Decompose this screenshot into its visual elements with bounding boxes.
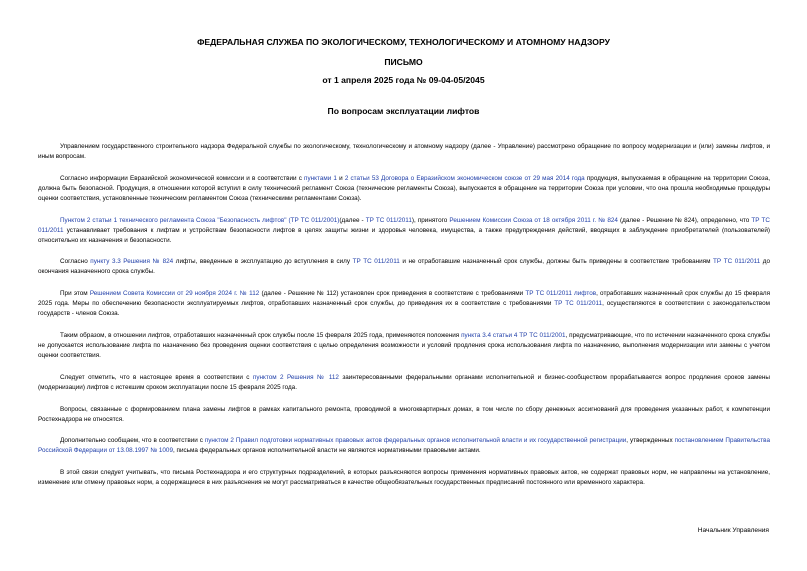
paragraph-text: При этом	[60, 290, 90, 298]
paragraph-text: , отработавших назначенный срок службы до 15 февраля 2025 года. Меры по обеспечению безопасности эксплуатируемых лифтов, отработавших назначенный срок службы, до приведения их в соответствие с требованиями	[38, 290, 771, 308]
paragraph-letters-status	[38, 436, 770, 456]
link-decision-824[interactable]: Решением Комиссии Союза от 18 октября 2011 г. № 824	[449, 216, 618, 224]
paragraph-decision-112	[38, 289, 770, 319]
document-date-number: от 1 апреля 2025 года № 09-04-05/2045	[322, 75, 485, 85]
paragraph-decision-824	[38, 257, 770, 277]
link-decision-112-point-2[interactable]: пунктом 2 Решения № 112	[252, 373, 339, 381]
link-decision-112[interactable]: Решением Совета Комиссии от 29 ноября 2024 г. № 112	[89, 290, 260, 298]
link-tr-ts-point-2-article-1[interactable]: Пунктом 2 статьи 1 технического регламента Союза "Безопасность лифтов" (ТР ТС 011/2001)	[60, 216, 340, 224]
paragraph-text: В этой связи следует учитывать, что письма Ростехнадзора и его структурных подразделений, в которых разъясняются вопросы применения нормативных правовых актов, не содержат правовых норм, не направлены на установление, изменение или отмену правовых норм, а содержащиеся в них разъяснения не могут рассматриваться в качестве общеобязательных государственных предписаний постоянного или временного характера.	[38, 469, 770, 487]
paragraph-tr-ts-scope	[38, 216, 770, 246]
paragraph-conclusion	[38, 331, 770, 361]
paragraph-eaeu-info	[38, 174, 770, 204]
link-tr-ts-011[interactable]: ТР ТС 011/2011	[554, 300, 603, 308]
paragraph-text: заинтересованными федеральными органами исполнительной и бизнес-сообществом прорабатывается вопрос продления сроков замены (модернизации) лифтов с истекшим сроком эксплуатации после 15 февраля 2025 года.	[38, 373, 770, 391]
document-subject: По вопросам эксплуатации лифтов	[327, 106, 480, 116]
paragraph-text: , предусматривающие, что по истечении назначенного срока службы не допускается использование лифта по назначению без проведения оценки соответствия с целью определения возможности и условий продления срока использования лифта по назначению, выполнения модернизации или замены с учетом оценки соответствия.	[38, 332, 770, 360]
paragraph-intro	[38, 142, 770, 162]
paragraph-text: , утвержденных	[626, 437, 675, 445]
link-resolution-1009[interactable]: постановлением Правительства Российской Федерации от 13.08.1997 № 1009	[38, 437, 771, 455]
paragraph-text: (далее -	[339, 216, 366, 224]
paragraph-text: , осуществляются в соответствии с законодательством государств - членов Союза.	[38, 300, 770, 318]
link-point-3-4-article-4[interactable]: пункта 3.4 статьи 4 ТР ТС 011/2001	[461, 332, 566, 340]
link-tr-ts-011-lifts[interactable]: ТР ТС 011/2011 лифтов	[525, 290, 597, 298]
paragraph-text: , письма федеральных органов исполнительной власти не являются нормативными правовыми актами.	[173, 447, 481, 455]
paragraph-text: Согласно информации Евразийской экономической комиссии и в соответствии с	[60, 174, 305, 182]
link-tr-ts-011[interactable]: ТР ТС 011/2011	[713, 258, 761, 266]
paragraph-text: (далее - Решение № 112) установлен срок приведения в соответствие с требованиями	[259, 290, 526, 298]
paragraph-extension	[38, 373, 770, 393]
link-decision-824-point-3-3[interactable]: пункту 3.3 Решения № 824	[90, 258, 174, 266]
paragraph-text: (далее - Решение № 824), определено, что	[617, 216, 752, 224]
link-points-1[interactable]: пунктами 1	[304, 174, 337, 182]
link-rules-point-2[interactable]: пунктом 2 Правил подготовки нормативных правовых актов федеральных органов исполнительной власти и их государственной регистрации	[204, 437, 627, 445]
paragraph-text: устанавливает требования к лифтам и устройствам безопасности лифтов в целях защиты жизни и здоровья человека, имущества, а также предупреждения действий, вводящих в заблуждение приобретателей (пользователей) относительно их назначения и безопасности.	[38, 226, 770, 244]
paragraph-explanations	[38, 468, 770, 488]
paragraph-text: Дополнительно сообщаем, что в соответствии с	[60, 437, 205, 445]
paragraph-text: и	[336, 174, 345, 182]
paragraph-text: Согласно	[60, 258, 91, 266]
paragraph-text: и не отработавшие назначенный срок службы, должны быть приведены в соответствие требованиям	[399, 258, 714, 266]
paragraph-text: до окончания назначенного срока службы.	[38, 258, 771, 276]
link-tr-ts-011[interactable]: ТР ТС 011/2011	[38, 216, 770, 234]
paragraph-text: Управлением государственного строительного надзора Федеральной службы по экологическому, технологическому и атомному надзору (далее - Управление) рассмотрено обращение по вопросу модернизации и (или) замены лифтов, и иным вопросам.	[38, 143, 770, 161]
link-tr-ts-011[interactable]: ТР ТС 011/2011	[352, 258, 400, 266]
document-body	[38, 142, 770, 500]
link-eaeu-treaty-article-53[interactable]: 2 статьи 53 Договора о Евразийском экономическом союзе от 29 мая 2014 года	[344, 174, 585, 182]
signature: Начальник Управления	[697, 527, 769, 534]
document-type: ПИСЬМО	[384, 57, 423, 67]
paragraph-text: Следует отметить, что в настоящее время в соответствии с	[60, 373, 253, 381]
paragraph-text: ), принятого	[411, 216, 450, 224]
link-tr-ts-011[interactable]: ТР ТС 011/2011	[365, 216, 412, 224]
paragraph-text: Вопросы, связанные с формированием плана замены лифтов в рамках капитального ремонта, проводимой в многоквартирных домах, в том числе по сбору денежных ассигнований для проведения указанных работ, к компетенции Ростехнадзора не относятся.	[38, 405, 770, 423]
agency-heading: ФЕДЕРАЛЬНАЯ СЛУЖБА ПО ЭКОЛОГИЧЕСКОМУ, ТЕХНОЛОГИЧЕСКОМУ И АТОМНОМУ НАДЗОРУ	[197, 37, 610, 47]
paragraph-capital-repair	[38, 405, 770, 425]
paragraph-text: продукция, выпускаемая в обращение на территории Союза, должна быть безопасной. Продукция, в отношении которой вступил в силу технический регламент Союза (технические регламенты Союза), выпускается в обращение на территории Союза при условии, что она прошла необходимые процедуры оценки соответствия, установленные техническим регламентом Союза (техническими регламентами Союза).	[38, 174, 770, 202]
paragraph-text: Таким образом, в отношении лифтов, отработавших назначенный срок службы после 15 февраля 2025 года, применяются положения	[60, 332, 462, 340]
paragraph-text: лифты, введенные в эксплуатацию до вступления в силу	[173, 258, 353, 266]
